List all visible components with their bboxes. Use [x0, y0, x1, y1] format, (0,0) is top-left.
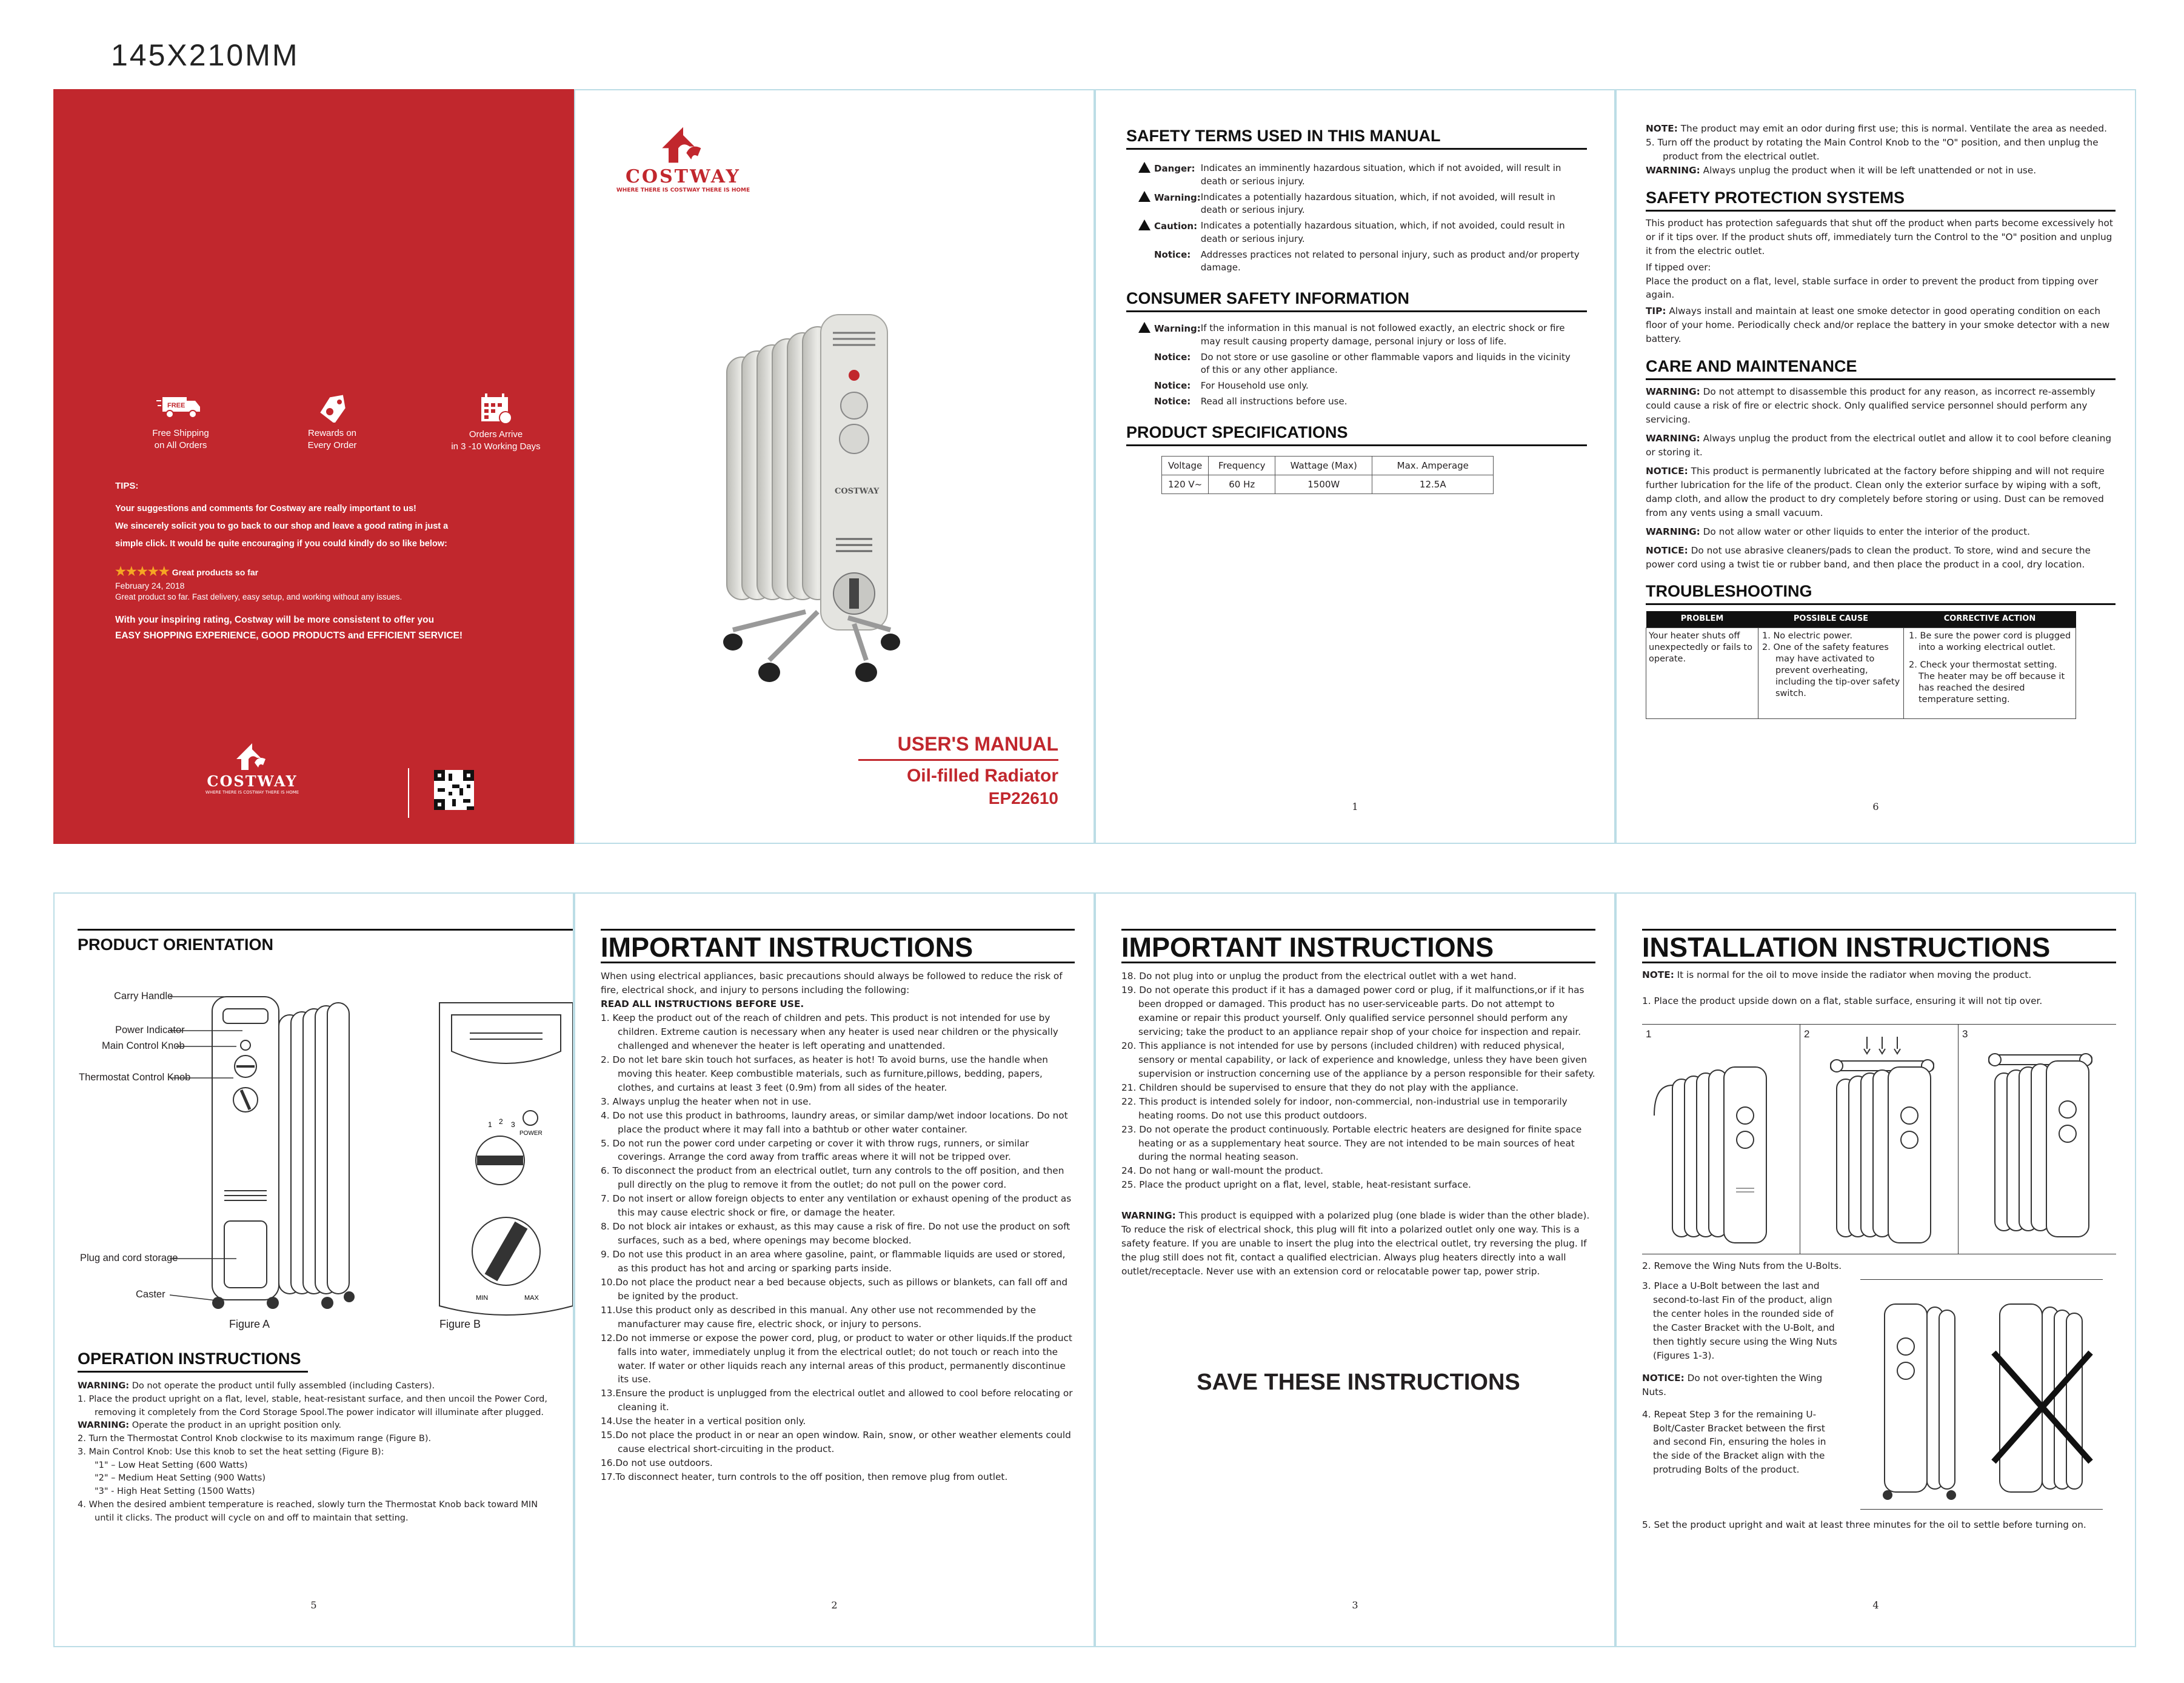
action-item: 1. Be sure the power cord is plugged into a working electrical outlet.	[1909, 631, 2071, 653]
op-setting: "3" - High Heat Setting (1500 Watts)	[95, 1487, 255, 1496]
safety-terms-table	[1138, 161, 1587, 276]
term-label: Notice:	[1154, 351, 1191, 363]
intro-text: When using electrical appliances, basic precautions should always be followed to reduce the risk of fire, electrical shock, and injury to persons including the following:	[601, 971, 1063, 996]
incorrect-radiator-cross-icon	[1982, 1280, 2103, 1504]
care-label: WARNING:	[1646, 386, 1700, 398]
free-badge: FREE	[167, 402, 185, 409]
term-text: For Household use only.	[1200, 380, 1309, 391]
term-text: Indicates an imminently hazardous situation, which if not avoided, will result in death or serious injury.	[1200, 162, 1561, 187]
instruction-item: 9. Do not use this product in an area where gasoline, paint, or flammable liquids are used or stored, as this product has hot and arcing or sparking parts inside.	[601, 1249, 1066, 1274]
care-label: WARNING:	[1646, 433, 1700, 444]
instruction-item: 22. This product is intended solely for indoor, non-commercial, non-industrial use in temporarily heating rooms. Do not use this product outdoors.	[1121, 1096, 1568, 1121]
op-warning-2	[78, 1419, 550, 1433]
instruction-item: 3. Always unplug the heater when not in use.	[601, 1096, 812, 1107]
upside-down-radiator-icon	[1648, 1043, 1788, 1249]
warning-text: Do not operate the product until fully assembled (including Casters).	[129, 1381, 435, 1391]
brand-name: COSTWAY	[626, 166, 741, 187]
page-number: 4	[1872, 1599, 1879, 1611]
tips-block	[115, 477, 558, 643]
correct-incorrect-figure	[1860, 1279, 2103, 1510]
figure-b-control-panel	[433, 997, 574, 1324]
consumer-safety-title: CONSUMER SAFETY INFORMATION	[1126, 289, 1587, 312]
page-number: 2	[831, 1599, 838, 1611]
term-text: Addresses practices not related to personal injury, such as product and/or property damage.	[1200, 249, 1580, 273]
term-text: Read all instructions before use.	[1200, 395, 1347, 407]
cause-item: 2. One of the safety features may have activated to prevent overheating, including the tip-over safety switch.	[1762, 643, 1900, 698]
feature-line1: Rewards on	[307, 428, 357, 438]
problem-cell: Your heater shuts off unexpectedly or fails to operate.	[1646, 628, 1758, 719]
spec-header: Max. Amperage	[1372, 456, 1494, 475]
house-logo-icon	[234, 741, 270, 772]
figure-b-caption: Figure B	[439, 1318, 481, 1330]
instruction-item: 2. Do not let bare skin touch hot surfaces, as heater is hot! To avoid burns, use the handle when moving this heater. Keep combustible materials, such as furniture,pillows, bedding, papers, clothes, and curtains at least 3 feet (0.9m) from all sides of the heater.	[601, 1054, 1048, 1093]
note-text: It is normal for the oil to move inside the radiator when moving the product.	[1674, 969, 2032, 981]
warning-triangle-icon	[1138, 219, 1150, 230]
feature-free-shipping	[132, 392, 229, 453]
spec-header: Voltage	[1162, 456, 1209, 475]
page-1	[1095, 89, 1615, 844]
radiator-brand: COSTWAY	[835, 487, 880, 496]
label-caster: Caster	[136, 1289, 165, 1300]
closing-text	[115, 612, 558, 643]
term-label: Caution:	[1154, 221, 1198, 232]
page-4-title: INSTALLATION INSTRUCTIONS	[1642, 929, 2116, 963]
spec-header: Frequency	[1209, 456, 1275, 475]
instruction-item: 19. Do not operate this product if it has a damaged power cord or plug, if it malfunctions,or if it has been dropped or damaged. This product has no user-serviceable parts. Do not attempt to examine or repair this product yourself. Only qualified service personnel should perform any servicing; take the product to an appliance repair shop of your choice for inspection and repair.	[1121, 985, 1585, 1037]
instruction-item: 13.Ensure the product is unplugged from the electrical outlet and allowed to cool before relocating or cleaning it.	[601, 1388, 1073, 1413]
instruction-item: 25. Place the product upright on a flat, level, stable, heat-resistant surface.	[1121, 1179, 1471, 1191]
page-number: 5	[310, 1599, 317, 1611]
spec-value: 12.5A	[1372, 475, 1494, 494]
correct-radiator-icon	[1860, 1280, 1982, 1504]
read-all: READ ALL INSTRUCTIONS BEFORE USE.	[601, 999, 804, 1010]
spec-value: 120 V~	[1162, 475, 1209, 494]
feature-line2: in 3 -10 Working Days	[451, 441, 541, 452]
oil-note	[1642, 968, 2116, 982]
knob-min-label: MIN	[476, 1294, 489, 1302]
gift-tag-icon	[314, 392, 350, 423]
term-row	[1138, 218, 1587, 247]
warning-triangle-icon	[1138, 322, 1150, 333]
qr-code[interactable]	[434, 770, 474, 810]
instruction-item: 24. Do not hang or wall-mount the product.	[1121, 1165, 1324, 1177]
install-figure-1	[1642, 1025, 1800, 1254]
install-step-1: 1. Place the product upside down on a flat, stable surface, ensuring it will not tip over.	[1642, 995, 2043, 1007]
instruction-item: 17.To disconnect heater, turn controls to the off position, then remove plug from outlet.	[601, 1471, 1008, 1482]
knob-max-label: MAX	[524, 1294, 539, 1302]
sps-tip-over-label: If tipped over:	[1646, 261, 1711, 273]
label-plug-cord-storage: Plug and cord storage	[80, 1253, 178, 1263]
sps-title: SAFETY PROTECTION SYSTEMS	[1646, 189, 2116, 212]
install-steps-row	[1642, 1279, 2116, 1510]
figure-number: 1	[1646, 1028, 1652, 1040]
page-5-content	[78, 929, 550, 957]
label-carry-handle: Carry Handle	[114, 991, 173, 1002]
warning-label: WARNING:	[78, 1420, 130, 1431]
notice-text: Do not over-tighten the Wing Nuts.	[1642, 1372, 1823, 1397]
unplug-warning	[1646, 164, 2116, 178]
figure-number: 3	[1962, 1028, 1968, 1040]
instruction-item: 23. Do not operate the product continuously. Portable electric heaters are designed for finite space heating or as a supplementary heat source. They are not intended to be main sources of heat during the normal heating season.	[1121, 1123, 1582, 1163]
costway-logo-small	[192, 741, 313, 795]
review-date: February 24, 2018	[115, 581, 185, 591]
install-figure-3	[1959, 1025, 2116, 1254]
polarized-plug-warning	[1121, 1209, 1595, 1279]
term-text: Indicates a potentially hazardous situation, which, if not avoided, could result in death or serious injury.	[1200, 220, 1565, 244]
tips-line: Your suggestions and comments for Costway are really important to us!	[115, 504, 416, 514]
care-text: Do not attempt to disassemble this product for any reason, as incorrect re-assembly could cause a risk of fire or electric shock. Only qualified service personnel should perform any servicing.	[1646, 386, 2096, 426]
label-thermostat-knob: Thermostat Control Knob	[79, 1072, 191, 1083]
term-row	[1138, 161, 1587, 190]
front-cover-panel	[574, 89, 1095, 844]
troubleshooting-title: TROUBLESHOOTING	[1646, 582, 2116, 605]
warning-triangle-icon	[1138, 162, 1150, 173]
warning-label: WARNING:	[1121, 1210, 1176, 1222]
op-setting: "2" – Medium Heat Setting (900 Watts)	[95, 1473, 265, 1484]
page-1-content	[1126, 127, 1587, 494]
page-2-title: IMPORTANT INSTRUCTIONS	[601, 929, 1075, 963]
care-title: CARE AND MAINTENANCE	[1646, 357, 2116, 380]
consumer-row	[1138, 378, 1587, 394]
tip-text: Always install and maintain at least one smoke detector in good operating condition on each floor of your home. Periodically check and/or replace the battery in your smoke detector with a new battery.	[1646, 306, 2110, 345]
troubleshooting-header	[1646, 611, 2076, 627]
warning-label: WARNING:	[1646, 164, 1700, 176]
features-row	[132, 392, 556, 453]
save-instructions: SAVE THESE INSTRUCTIONS	[1197, 1369, 1520, 1395]
label-main-control-knob: Main Control Knob	[102, 1040, 185, 1051]
install-step-3: 3. Place a U-Bolt between the last and second-to-last Fin of the product, align the center holes in the rounded side of the Caster Bracket with the U-Bolt, and then tightly secure using the Wing Nuts (Figures 1-3).	[1642, 1280, 1837, 1361]
term-text: If the information in this manual is not followed exactly, an electric shock or fire may result causing property damage, personal injury or loss of life.	[1200, 323, 1565, 347]
wing-nut-notice	[1642, 1371, 1842, 1399]
op-step-2: 2. Turn the Thermostat Control Knob clockwise to its maximum range (Figure B).	[78, 1434, 432, 1444]
rating-stars: ★★★★★	[115, 565, 170, 578]
sps-text: This product has protection safeguards that shut off the product when parts become excessively hot or if it tips over. If the product shuts off, immediately turn the Control to the "O" position and unplug it from the electric outlet.	[1646, 217, 2113, 256]
install-step-4: 4. Repeat Step 3 for the remaining U-Bolt/Caster Bracket between the first and second Fin, ensuring the holes in the side of the Bracket align with the protruding Bolts of the product.	[1642, 1408, 1826, 1476]
troubleshooting-row	[1646, 628, 2076, 719]
instructions-list	[1121, 969, 1595, 1192]
manual-title: USER'S MANUAL	[897, 733, 1058, 755]
page-number: 1	[1352, 801, 1358, 812]
page-number: 6	[1872, 801, 1879, 812]
closing-line: With your inspiring rating, Costway will be more consistent to offer you	[115, 615, 435, 626]
care-label: NOTICE:	[1646, 465, 1688, 477]
feature-line1: Free Shipping	[152, 428, 209, 438]
specs-header-row	[1162, 456, 1494, 475]
spec-value: 60 Hz	[1209, 475, 1275, 494]
figure-number: 2	[1804, 1028, 1810, 1040]
note-label: NOTE:	[1642, 969, 1674, 981]
brand-tagline: WHERE THERE IS COSTWAY THERE IS HOME	[205, 790, 299, 795]
page-2	[574, 892, 1095, 1647]
instruction-item: 20. This appliance is not intended for use by persons (included children) with reduced physical, sensory or mental capability, or lack of experience and knowledge, unless they have been given supervision or instruction concerning use of the appliance by a person responsible for their safety.	[1121, 1040, 1595, 1079]
tips-line: We sincerely solicit you to go back to our shop and leave a good rating in just a	[115, 521, 449, 531]
care-text: This product is permanently lubricated at the factory before shipping and will not require further lubrication for the life of the product. Clean only the exterior surface by wiping with a soft, damp cloth, and allow the product to dry completely before storing or using. Dust can be removed from any vents using a small vacuum.	[1646, 465, 2105, 518]
warning-text: Operate the product in an upright position only.	[129, 1420, 341, 1431]
care-text: Do not use abrasive cleaners/pads to clean the product. To store, wind and secure the power cord using a twist tie or rubber band, and then place the product in a cool, dry location.	[1646, 544, 2091, 570]
instruction-item: 18. Do not plug into or unplug the product from the electrical outlet with a wet hand.	[1121, 971, 1517, 982]
safety-terms-title: SAFETY TERMS USED IN THIS MANUAL	[1126, 127, 1587, 150]
calendar-icon	[478, 392, 514, 425]
radiator-image	[709, 254, 927, 691]
care-item	[1646, 385, 2116, 427]
smoke-detector-tip	[1646, 304, 2116, 346]
op-step-3: 3. Main Control Knob: Use this knob to set the heat setting (Figure B):	[78, 1447, 384, 1457]
care-label: NOTICE:	[1646, 544, 1688, 556]
page-3	[1095, 892, 1615, 1647]
care-label: WARNING:	[1646, 526, 1700, 537]
spec-header: Wattage (Max)	[1275, 456, 1372, 475]
term-label: Warning:	[1154, 192, 1201, 203]
review	[115, 564, 558, 603]
warning-triangle-icon	[1138, 191, 1150, 202]
care-item	[1646, 464, 2116, 520]
tips-title: TIPS:	[115, 481, 139, 491]
feature-line1: Orders Arrive	[469, 429, 523, 440]
instruction-item: 15.Do not place the product in or near an open window. Rain, snow, or other weather elements could cause electrical short-circuiting in the product.	[601, 1430, 1071, 1455]
operation-title: OPERATION INSTRUCTIONS	[78, 1350, 308, 1373]
callout-lines	[170, 991, 291, 1306]
warning-label: WARNING:	[78, 1381, 130, 1391]
closing-line: EASY SHOPPING EXPERIENCE, GOOD PRODUCTS and EFFICIENT SERVICE!	[115, 630, 463, 641]
instruction-item: 5. Do not run the power cord under carpeting or cover it with throw rugs, runners, or similar coverings. Arrange the cord away from traffic areas where it will not be tripped over.	[601, 1137, 1029, 1163]
term-label: Notice:	[1154, 380, 1191, 391]
install-steps-text	[1642, 1279, 1842, 1510]
specs-table	[1161, 456, 1494, 494]
term-label: Warning:	[1154, 323, 1201, 334]
warning-text: Always unplug the product when it will be left unattended or not in use.	[1700, 164, 2037, 176]
instruction-item: 21. Children should be supervised to ensure that they do not play with the appliance.	[1121, 1082, 1519, 1093]
instruction-item: 4. Do not use this product in bathrooms, laundry areas, or similar damp/wet indoor locations. Do not place the product where it may fall into a bathtub or other water container.	[601, 1109, 1068, 1135]
notice-label: NOTICE:	[1642, 1372, 1685, 1384]
page-2-content	[601, 929, 1075, 1484]
figure-a-caption: Figure A	[229, 1318, 270, 1330]
instruction-item: 8. Do not block air intakes or exhaust, as this may cause a risk of fire. Do not use the product on soft surfaces, such as a bed, where openings may become blocked.	[601, 1221, 1070, 1246]
col-header: PROBLEM	[1646, 611, 1758, 627]
tips-line: simple click. It would be quite encouraging if you could kindly do so like below:	[115, 539, 447, 549]
brand-name: COSTWAY	[207, 772, 298, 790]
caster-bracket-secured-icon	[1965, 1031, 2110, 1249]
instruction-item: 6. To disconnect the product from an electrical outlet, turn any controls to the off position, and then pull directly on the plug to remove it from the outlet; do not pull on the power cord.	[601, 1165, 1064, 1191]
cause-cell	[1758, 628, 1904, 719]
col-header: CORRECTIVE ACTION	[1904, 611, 2076, 627]
page-4-content	[1642, 929, 2116, 1532]
op-step-1: 1. Place the product upright on a flat, level, stable, heat-resistant surface, and then uncoil the Power Cord, removing it completely from the Cord Storage Spool.The power indicator will illuminate after plugged.	[78, 1394, 547, 1417]
cause-item: 1. No electric power.	[1762, 631, 1852, 641]
instruction-item: 16.Do not use outdoors.	[601, 1457, 713, 1469]
note-label: NOTE:	[1646, 123, 1678, 134]
action-item: 2. Check your thermostat setting. The heater may be off because it has reached the desired temperature setting.	[1909, 660, 2065, 704]
op-step-4: 4. When the desired ambient temperature is reached, slowly turn the Thermostat Knob back toward MIN until it clicks. The product will cycle on and off to maintain that setting.	[78, 1499, 538, 1523]
instruction-item: 7. Do not insert or allow foreign objects to enter any ventilation or exhaust opening of the product as this may cause electric shock or fire, or damage the heater.	[601, 1193, 1072, 1219]
feature-line2: Every Order	[307, 440, 357, 451]
care-text: Always unplug the product from the electrical outlet and allow it to cool before cleaning or storing it.	[1646, 433, 2112, 458]
instruction-item: 11.Use this product only as described in this manual. Any other use not recommended by the manufacturer may cause fire, electric shock, or injury to persons.	[601, 1304, 1036, 1330]
instruction-item: 1. Keep the product out of the reach of children and pets. This product is not intended for use by children. Extreme caution is necessary when any heater is used near children or the physically challenged and whenever the heater is left operating and unattended.	[601, 1012, 1058, 1051]
page-3-content	[1121, 929, 1595, 1396]
install-figures	[1642, 1024, 2116, 1254]
consumer-safety-table	[1138, 321, 1587, 410]
care-item	[1646, 544, 2116, 572]
brand-tagline: WHERE THERE IS COSTWAY THERE IS HOME	[616, 187, 750, 193]
op-warning	[78, 1380, 550, 1393]
title-rule	[858, 759, 1058, 761]
instruction-item: 14.Use the heater in a vertical position only.	[601, 1416, 806, 1427]
page-number: 3	[1352, 1599, 1358, 1611]
page-5	[53, 892, 574, 1647]
sps-tip-over-text: Place the product on a flat, level, stable surface in order to prevent the product from tipping over again.	[1646, 275, 2099, 301]
note-text: The product may emit an odor during first use; this is normal. Ventilate the area as needed.	[1680, 123, 2107, 134]
step-5: 5. Turn off the product by rotating the Main Control Knob to the "O" position, and then unplug the product from the electrical outlet.	[1646, 136, 2099, 162]
troubleshooting-table	[1646, 611, 2076, 719]
label-power-indicator: Power Indicator	[115, 1025, 185, 1036]
truck-icon	[156, 392, 205, 423]
back-cover-panel	[53, 89, 574, 844]
warning-text: This product is equipped with a polarized plug (one blade is wider than the other blade). To reduce the risk of electrical shock, this plug will fit into a polarized outlet only one way. This is a safety feature. If you are unable to insert the plug into the electrical outlet, try reversing the plug. If the plug still does not fit, contact a qualified electrician. Always plug heaters directly into a wall outlet/receptacle. Never use with an extension cord or relocatable power tap, power strip.	[1121, 1210, 1590, 1277]
costway-logo	[604, 124, 762, 193]
term-label: Notice:	[1154, 249, 1191, 260]
term-row	[1138, 190, 1587, 219]
svg-text:2: 2	[499, 1117, 503, 1126]
feature-line2: on All Orders	[154, 440, 207, 451]
review-title: Great products so far	[172, 567, 259, 577]
page-6-content	[1646, 122, 2116, 719]
consumer-row	[1138, 350, 1587, 379]
consumer-row	[1138, 321, 1587, 350]
tip-label: TIP:	[1646, 306, 1666, 317]
page-4	[1615, 892, 2136, 1647]
feature-rewards	[284, 392, 381, 453]
caster-bracket-attach-icon	[1806, 1031, 1952, 1249]
care-item	[1646, 432, 2116, 460]
term-text: Indicates a potentially hazardous situation, which, if not avoided, will result in death or serious injury.	[1200, 191, 1555, 216]
knob-power-label: POWER	[519, 1130, 543, 1137]
svg-text:3: 3	[511, 1120, 515, 1129]
review-text: Great product so far. Fast delivery, easy setup, and working without any issues.	[115, 592, 402, 601]
term-label: Notice:	[1154, 395, 1191, 407]
model-number: EP22610	[988, 789, 1058, 808]
orientation-title: PRODUCT ORIENTATION	[78, 929, 574, 957]
term-label: Danger:	[1154, 163, 1195, 174]
term-row	[1138, 247, 1587, 276]
spec-value: 1500W	[1275, 475, 1372, 494]
svg-text:1: 1	[488, 1120, 492, 1129]
install-step-2: 2. Remove the Wing Nuts from the U-Bolts.	[1642, 1260, 1842, 1272]
size-label: 145X210MM	[111, 38, 299, 72]
specs-value-row	[1162, 475, 1494, 494]
action-cell	[1904, 628, 2076, 719]
col-header: POSSIBLE CAUSE	[1758, 611, 1904, 627]
instructions-list	[601, 1011, 1075, 1484]
divider	[408, 768, 409, 818]
feature-delivery	[435, 392, 556, 453]
specs-title: PRODUCT SPECIFICATIONS	[1126, 423, 1587, 446]
instruction-item: 10.Do not place the product near a bed because objects, such as pillows or blankets, can fall off and be ignited by the product.	[601, 1276, 1068, 1302]
consumer-row	[1138, 394, 1587, 410]
cover-titles	[858, 733, 1058, 808]
page-3-title: IMPORTANT INSTRUCTIONS	[1121, 929, 1595, 963]
instruction-item: 12.Do not immerse or expose the power cord, plug, or product to water or other liquids.If the product falls into water, immediately unplug it from the electrical outlet; do not touch or reach into the water. If water or other liquids reach any internal areas of this product, permanently discontinue its use.	[601, 1332, 1072, 1385]
house-logo-icon	[659, 124, 707, 166]
page-6	[1615, 89, 2136, 844]
term-text: Do not store or use gasoline or other flammable vapors and liquids in the vicinity of this or any other appliance.	[1200, 351, 1571, 376]
care-item	[1646, 525, 2116, 539]
install-figure-2	[1800, 1025, 1959, 1254]
operation-section	[78, 1350, 550, 1525]
op-setting: "1" – Low Heat Setting (600 Watts)	[95, 1460, 248, 1470]
care-text: Do not allow water or other liquids to enter the interior of the product.	[1700, 526, 2030, 537]
odor-note	[1646, 122, 2116, 136]
product-name: Oil-filled Radiator	[906, 766, 1058, 786]
install-step-5: 5. Set the product upright and wait at least three minutes for the oil to settle before turning on.	[1642, 1519, 2086, 1531]
